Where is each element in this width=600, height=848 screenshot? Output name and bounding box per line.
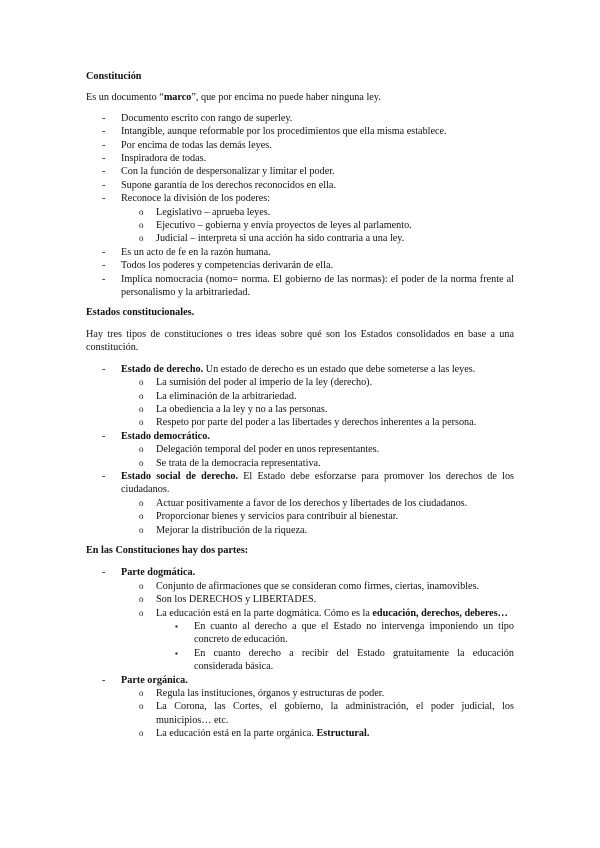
estructural-bold: Estructural.	[316, 728, 370, 740]
list-item: - Reconoce la división de los poderes: o Legislativo – aprueba leyes. o Ejecutivo – gobierna y envía proyectos de leyes al parlamento. o Judicial – interpreta si una acción ha sido contraria a una ley.	[86, 192, 514, 246]
sublist-item: o La sumisión del poder al imperio de la ley (derecho).	[139, 377, 373, 389]
parte-organica-title: Parte orgánica.	[121, 674, 188, 686]
estado-social: - Estado social de derecho. El Estado debe esforzarse para promover los derechos de los ciudadanos. o Actuar positivamente a favor de los derechos y libertades de los ciudadanos. o Proporcionar bienes y servicios para contribuir al bienestar. o Mejorar la distribución de la riqueza.	[86, 470, 514, 537]
list-item: - Todos los poderes y competencias derivarán de ella.	[102, 260, 334, 272]
constitucion-intro	[86, 91, 514, 104]
list-item: - Es un acto de fe en la razón humana.	[102, 246, 271, 258]
section-title-constitucion: Constitución	[86, 71, 142, 82]
list-item: - Implica nomocracia (nomo= norma. El gobierno de las normas): el poder de la norma frente al personalismo y la arbitrariedad.	[102, 273, 514, 299]
sublist-item: o Delegación temporal del poder en unos representantes.	[139, 444, 380, 456]
estado-derecho-title: Estado de derecho.	[121, 363, 204, 375]
sublist-item: o Son los DERECHOS y LIBERTADES.	[139, 594, 317, 606]
partes-list	[86, 566, 514, 740]
section-title-estados: Estados constitucionales.	[86, 306, 195, 318]
estado-democratico: - Estado democrático. o Delegación temporal del poder en unos representantes. o Se trata de la democracia representativa.	[86, 430, 514, 470]
parte-dogmatica: - Parte dogmática. o Conjunto de afirmaciones que se consideran como firmes, ciertas, inamovibles. o Son los DERECHOS y LIBERTADES. o La educación está en la parte dogmática. Cómo es la educación, derechos, deberes… ▪ En cuanto al derecho a que el Estado no intervenga imponiendo un tipo concreto de educación. ▪ En cuanto derecho a recibir del Estado gratuitamente la educación considerada básica.	[86, 566, 514, 673]
document-page	[86, 70, 514, 741]
sublist-item: o Regula las instituciones, órganos y estructuras de poder.	[139, 688, 385, 700]
sublist-item: o Respeto por parte del poder a las libertades y derechos inherentes a la persona.	[139, 417, 477, 429]
constitucion-list	[86, 112, 514, 300]
list-item: - Inspiradora de todas.	[102, 153, 207, 165]
intro-bold: marco	[163, 92, 192, 104]
sublist-item: o Ejecutivo – gobierna y envía proyectos de leyes al parlamento.	[139, 220, 412, 232]
educacion-bold: educación, derechos, deberes…	[372, 607, 508, 619]
powers-sublist	[121, 206, 514, 246]
sublist-item: o La educación está en la parte orgánica. Estructural.	[139, 728, 370, 740]
sublist-item: o La Corona, las Cortes, el gobierno, la administración, el poder judicial, los municipios… etc.	[139, 701, 514, 726]
sublist-item: o Actuar positivamente a favor de los derechos y libertades de los ciudadanos.	[139, 497, 468, 509]
sublist-item: o Judicial – interpreta si una acción ha sido contraria a una ley.	[139, 233, 405, 245]
estado-democratico-title: Estado democrático.	[121, 430, 210, 442]
list-item: - Supone garantía de los derechos reconocidos en ella.	[102, 179, 336, 191]
sublist-item: o La obediencia a la ley y no a las personas.	[139, 403, 328, 415]
section-title-partes: En las Constituciones hay dos partes:	[86, 545, 249, 556]
sublist-item: o La educación está en la parte dogmática. Cómo es la educación, derechos, deberes… ▪ En cuanto al derecho a que el Estado no intervenga imponiendo un tipo concreto de educación. ▪ En cuanto derecho a recibir del Estado gratuitamente la educación considerada básica.	[86, 607, 514, 674]
list-item: - Por encima de todas las demás leyes.	[102, 139, 272, 151]
sublist-item: o Proporcionar bienes y servicios para contribuir al bienestar.	[139, 511, 399, 523]
estado-derecho: - Estado de derecho. Un estado de derecho es un estado que debe someterse a las leyes. o La sumisión del poder al imperio de la ley (derecho). o La eliminación de la arbitrariedad. o La obediencia a la ley y no a las personas. o Respeto por parte del poder a las libertades y derechos inherentes a la persona.	[86, 363, 514, 430]
estados-list	[86, 363, 514, 537]
sublist-item: o Se trata de la democracia representativa.	[139, 457, 321, 469]
parte-organica-sublist	[121, 687, 514, 741]
estado-social-sublist	[121, 497, 514, 537]
intro-text-end: ”, que por encima no puede haber ninguna ley.	[191, 92, 381, 104]
sublist-item: ▪ En cuanto derecho a recibir del Estado gratuitamente la educación considerada básica.	[175, 647, 514, 673]
educacion-sublist	[156, 620, 514, 674]
estado-social-title: Estado social de derecho.	[121, 470, 238, 482]
sublist-item: o La eliminación de la arbitrariedad.	[139, 390, 297, 402]
sublist-item: ▪ En cuanto al derecho a que el Estado no intervenga imponiendo un tipo concreto de educación.	[175, 621, 514, 646]
parte-dogmatica-title: Parte dogmática.	[121, 567, 196, 579]
list-item: - Con la función de despersonalizar y limitar el poder.	[102, 166, 335, 178]
sublist-item: o Legislativo – aprueba leyes.	[139, 206, 271, 218]
estado-democratico-sublist	[121, 443, 514, 470]
intro-text: Es un documento “	[86, 92, 164, 104]
estados-intro: Hay tres tipos de constituciones o tres ideas sobre qué son los Estados consolidados en base a una constitución.	[86, 328, 514, 354]
sublist-item: o Mejorar la distribución de la riqueza.	[139, 524, 308, 536]
parte-organica: - Parte orgánica. o Regula las instituciones, órganos y estructuras de poder. o La Corona, las Cortes, el gobierno, la administración, el poder judicial, los municipios… etc. o La educación está en la parte orgánica. Estructural.	[86, 674, 514, 741]
parte-dogmatica-sublist	[121, 580, 514, 674]
estado-derecho-sublist	[121, 376, 514, 430]
list-item: - Documento escrito con rango de superley.	[102, 112, 293, 124]
sublist-item: o Conjunto de afirmaciones que se consideran como firmes, ciertas, inamovibles.	[139, 580, 480, 592]
list-item: - Intangible, aunque reformable por los procedimientos que ella misma establece.	[102, 126, 447, 138]
